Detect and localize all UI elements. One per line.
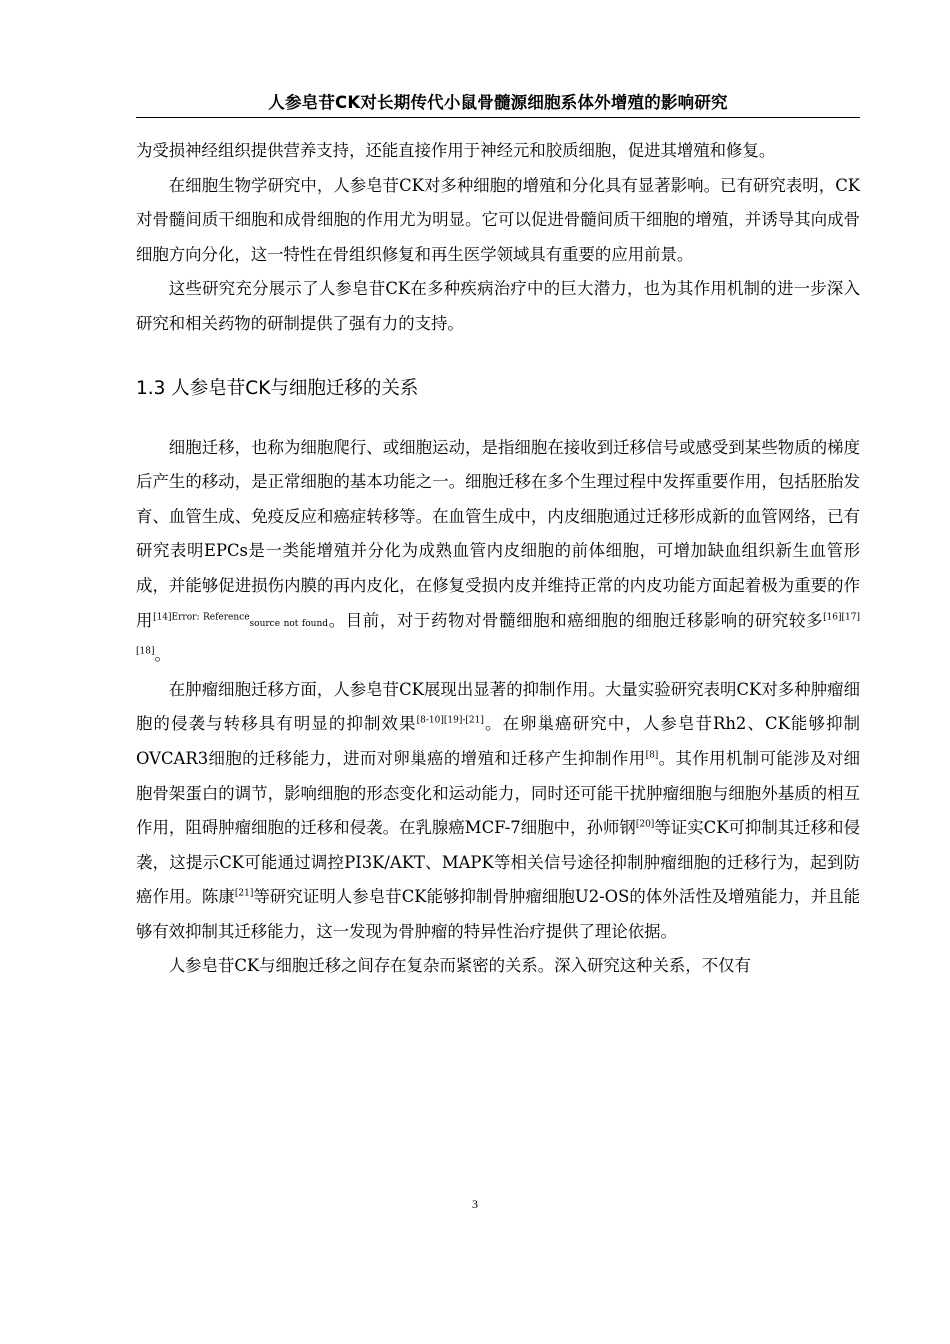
citation: [16][17][18] [136,611,861,657]
citation-number: [14] [153,611,172,622]
paragraph-cell-biology: 在细胞生物学研究中，人参皂苷CK对多种细胞的增殖和分化具有显著影响。已有研究表明，CK对骨髓间质干细胞和成骨细胞的作用尤为明显。它可以促进骨髓间质干细胞的增殖，并诱导其向成骨细胞方向分化，这一特性在骨组织修复和再生医学领域具有重要的应用前景。 [136,175,860,264]
citation [153,612,249,622]
citation: [8] [645,750,659,761]
paragraph-text: 。 [154,645,171,665]
paragraph-text: 。在卵巢癌研究中，人参皂苷Rh2、CK能够抑制OVCAR3细胞的迁移能力，进而对卵巢癌的增殖和迁移产生抑制作用 [136,714,860,768]
header-rule [136,117,860,118]
running-header: 人参皂苷CK对长期传代小鼠骨髓源细胞系体外增殖的影响研究 [268,93,728,112]
paragraph-text: 细胞迁移，也称为细胞爬行、或细胞运动，是指细胞在接收到迁移信号或感受到某些物质的梯度后产生的移动，是正常细胞的基本功能之一。细胞迁移在多个生理过程中发挥重要作用，包括胚胎发育、血管生成、免疫反应和癌症转移等。在血管生成中，内皮细胞通过迁移形成新的血管网络，已有研究表明EPCs是一类能增殖并分化为成熟血管内皮细胞的前体细胞，可增加缺血组织新生血管形成，并能够促进损伤内膜的再内皮化，在修复受损内皮并维持正常的内皮功能方面起着极为重要的作用 [136,437,860,630]
citation: [21] [234,888,254,899]
paragraph-text: 在肿瘤细胞迁移方面，人参皂苷CK展现出显著的抑制作用。大量实验研究表明CK对多种肿瘤细胞的侵袭与转移具有明显的抑制效果 [136,679,860,734]
body-text [136,134,860,984]
citation: [20] [635,819,655,830]
citation-error: Error: Reference [171,611,250,622]
paragraph-text: 。目前，对于药物对骨髓细胞和癌细胞的细胞迁移影响的研究较多 [328,610,824,630]
paragraph-tumor-migration [136,673,860,950]
citation-error: source not found [249,618,329,629]
paragraph-relationship: 人参皂苷CK与细胞迁移之间存在复杂而紧密的关系。深入研究这种关系，不仅有 [168,956,751,976]
section-heading: 1.3 人参皂苷CK与细胞迁移的关系 [136,377,419,399]
paragraph-text: 等证实CK可抑制其迁移和侵袭，这提示CK可能通过调控PI3K/AKT、MAPK等相关信号途径抑制肿瘤细胞的迁移行为，起到防癌作用。陈康 [136,818,860,907]
paragraph-text: 。其作用机制可能涉及对细胞骨架蛋白的调节，影响细胞的形态变化和运动能力，同时还可能干扰肿瘤细胞与细胞外基质的相互作用，阻碍肿瘤细胞的迁移和侵袭。在乳腺癌MCF-7细胞中，孙师钢 [136,748,861,838]
paragraph-text: 等研究证明人参皂苷CK能够抑制骨肿瘤细胞U2-OS的体外活性及增殖能力，并且能够有效抑制其迁移能力，这一发现为骨肿瘤的特异性治疗提供了理论依据。 [136,887,860,941]
page-number: 3 [472,1197,478,1211]
paragraph-continued: 为受损神经组织提供营养支持，还能直接作用于神经元和胶质细胞，促进其增殖和修复。 [136,141,776,160]
paragraph-summary: 这些研究充分展示了人参皂苷CK在多种疾病治疗中的巨大潜力，也为其作用机制的进一步深入研究和相关药物的研制提供了强有力的支持。 [136,279,860,333]
citation: [8-10][19]-[21] [416,715,484,726]
paragraph-cell-migration [136,431,860,673]
